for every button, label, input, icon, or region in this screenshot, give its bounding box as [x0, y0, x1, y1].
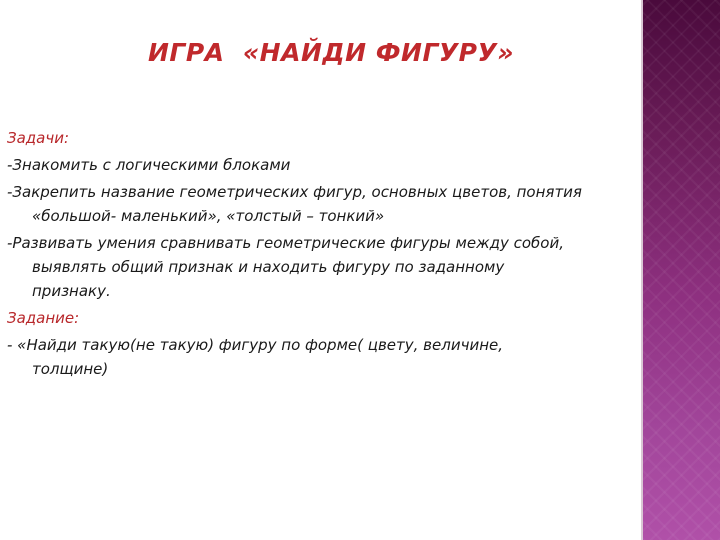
assignment-heading: Задание: — [7, 309, 80, 327]
task-item: -Закрепить название геометрических фигур, основных цветов, понятия «большой- маленький», «толстый – тонкий» — [7, 183, 582, 225]
task-item: -Развивать умения сравнивать геометрические фигуры между собой, выявлять общий признак и находить фигуру по заданному признаку. — [7, 234, 564, 300]
task-item: -Знакомить с логическими блоками — [7, 156, 291, 174]
assignment-item: - «Найди такую(не такую) фигуру по форме( цвету, величине, толщине) — [7, 336, 503, 378]
tasks-heading: Задачи: — [7, 129, 70, 147]
decorative-side-band — [643, 0, 720, 540]
slide-title: ИГРА «НАЙДИ ФИГУРУ» — [148, 38, 515, 67]
slide-body — [7, 126, 582, 384]
